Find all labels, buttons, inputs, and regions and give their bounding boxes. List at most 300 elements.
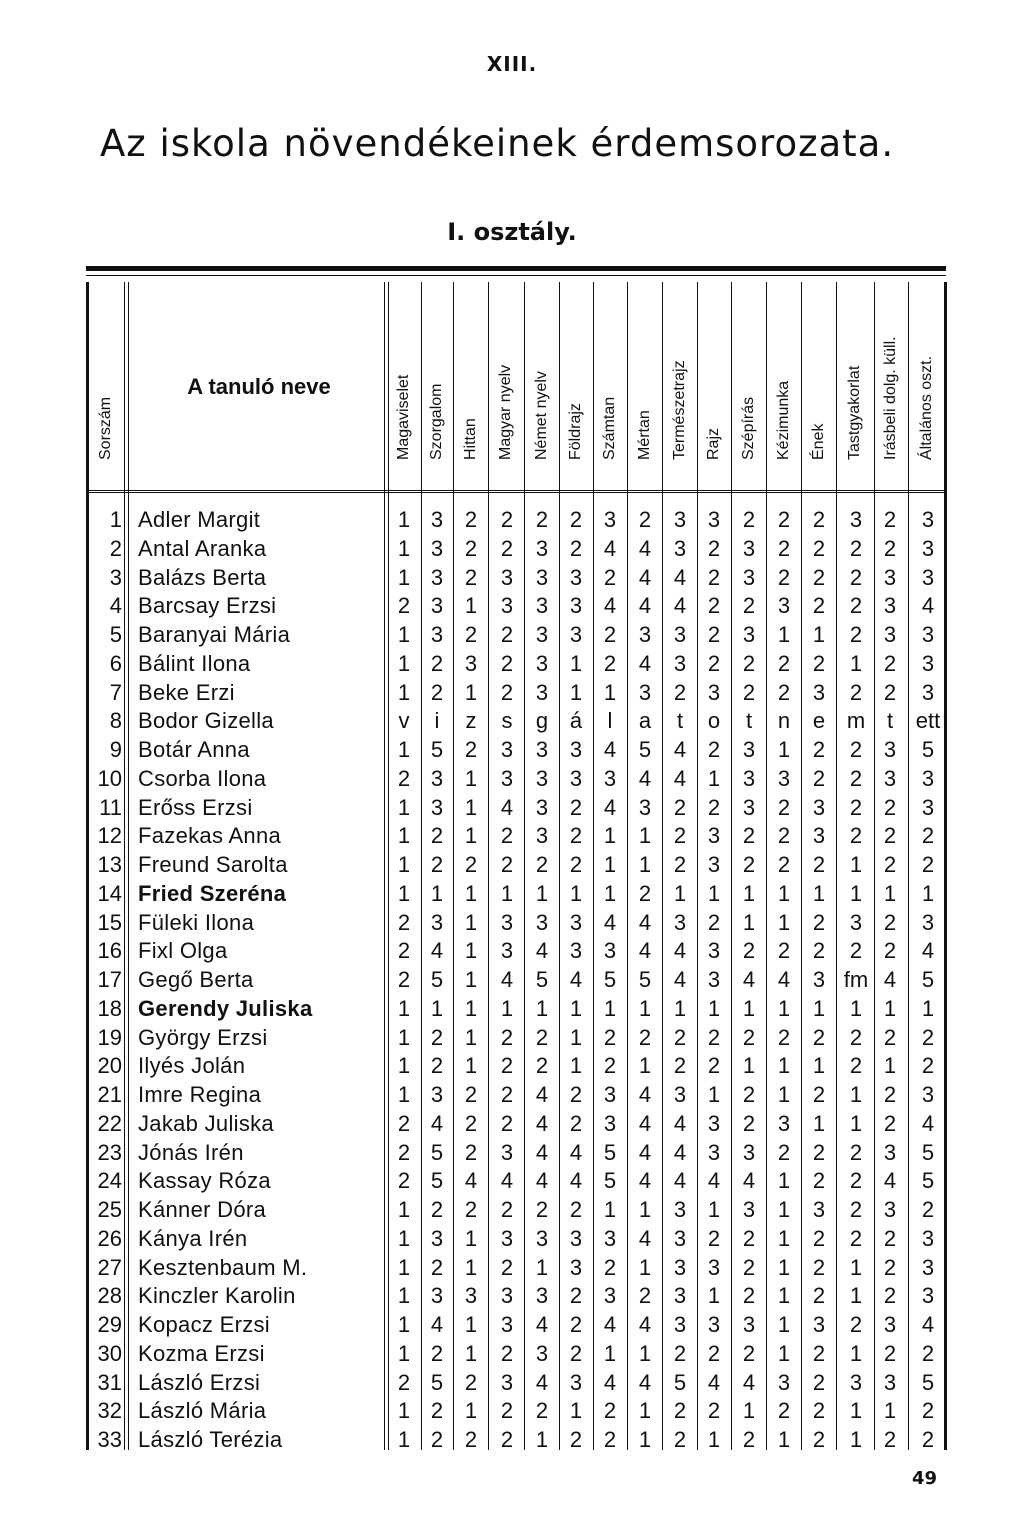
grade-cell: 4	[464, 1168, 478, 1194]
grade-cell: 4	[638, 938, 652, 964]
grade-cell: 2	[742, 1254, 756, 1280]
row-number: 32	[97, 1398, 122, 1424]
grade-cell: 3	[883, 737, 897, 762]
grade-cell: 3	[535, 564, 549, 590]
student-name: Erőss Erzsi	[138, 794, 253, 820]
grade-cell: 1	[638, 1427, 652, 1452]
header-subject	[662, 282, 697, 490]
grade-cell: 2	[430, 1427, 444, 1452]
grade-cell: 2	[812, 1369, 826, 1395]
grade-cell: 2	[777, 938, 791, 964]
grade-cell: 1	[464, 938, 478, 964]
grade-cell: 3	[707, 679, 721, 705]
grade-cell: 2	[883, 535, 897, 561]
grade-cell: 3	[812, 794, 826, 820]
student-name: László Erzsi	[138, 1369, 261, 1395]
grade-cell: 1	[921, 995, 935, 1021]
grade-cell: 1	[638, 995, 652, 1021]
table-row	[86, 1225, 946, 1254]
grade-cell: 3	[673, 650, 687, 676]
grade-cell: 2	[430, 1340, 444, 1366]
grade-cell: 3	[812, 1312, 826, 1337]
grade-cell: 4	[603, 593, 617, 619]
grade-cell: 1	[464, 1053, 478, 1079]
grade-cell: 2	[921, 852, 935, 877]
grade-cell: 1	[397, 737, 411, 762]
grade-cell: 3	[883, 1139, 897, 1165]
grade-cell: 3	[883, 564, 897, 590]
grade-cell: 1	[777, 1168, 791, 1194]
header-student-name	[132, 282, 386, 490]
grade-cell: 1	[500, 880, 514, 906]
grade-cell: 2	[638, 507, 652, 532]
grade-cell: 2	[707, 1340, 721, 1366]
grade-cell: 3	[430, 909, 444, 935]
grade-cell: 1	[849, 1427, 863, 1452]
grade-cell: 2	[500, 1053, 514, 1079]
grade-cell: 3	[673, 507, 687, 532]
row-number: 20	[97, 1053, 122, 1079]
grade-cell: 1	[500, 995, 514, 1021]
grade-cell: 1	[707, 1283, 721, 1309]
grade-cell: 2	[464, 622, 478, 647]
grade-cell: 1	[883, 995, 897, 1021]
grade-cell: 4	[603, 535, 617, 561]
grade-cell: 1	[603, 679, 617, 705]
table-row	[86, 851, 946, 880]
grade-cell: 2	[464, 852, 478, 877]
grade-cell: 2	[603, 1053, 617, 1079]
student-name: László Mária	[138, 1398, 267, 1424]
grade-cell: 3	[500, 1312, 514, 1337]
grade-cell: 2	[500, 1427, 514, 1452]
grade-cell: 1	[849, 880, 863, 906]
grade-cell: 1	[397, 622, 411, 647]
grade-cell: 2	[464, 564, 478, 590]
grade-cell: 1	[883, 880, 897, 906]
grade-cell: 3	[500, 593, 514, 619]
grade-cell: 3	[777, 593, 791, 619]
grade-cell: 1	[812, 1053, 826, 1079]
row-number: 16	[97, 938, 122, 964]
grade-cell: 2	[707, 737, 721, 762]
grade-cell: 4	[742, 967, 756, 992]
grade-cell: 3	[603, 938, 617, 964]
page-section-numeral: XIII.	[486, 52, 538, 76]
header-subject-label: Német nyelv	[532, 371, 550, 460]
row-number: 6	[109, 650, 122, 676]
grade-cell: 4	[638, 1082, 652, 1107]
grade-cell: 2	[812, 1340, 826, 1366]
table-row	[86, 1167, 946, 1196]
row-number: 15	[97, 909, 122, 935]
grade-cell: 3	[500, 765, 514, 791]
grade-cell: 3	[812, 679, 826, 705]
grade-cell: 2	[883, 852, 897, 877]
grade-cell: 2	[673, 1398, 687, 1424]
grade-cell: 1	[464, 1254, 478, 1280]
grade-cell: 2	[673, 852, 687, 877]
grade-cell: 2	[569, 1427, 583, 1452]
grade-cell: 1	[464, 1398, 478, 1424]
row-number: 13	[97, 852, 122, 877]
grade-cell: 5	[603, 1168, 617, 1194]
grade-cell: 2	[569, 1082, 583, 1107]
row-number: 22	[97, 1110, 122, 1136]
grade-cell: 3	[500, 1283, 514, 1309]
grade-cell: 4	[500, 967, 514, 992]
header-subject-label: Mértan	[635, 410, 653, 460]
grade-cell: 2	[430, 1024, 444, 1050]
grade-cell: 3	[673, 1283, 687, 1309]
grade-cell: 4	[603, 737, 617, 762]
table-row	[86, 1139, 946, 1168]
grade-cell: 1	[397, 1312, 411, 1337]
header-subject	[386, 282, 421, 490]
grade-cell: 2	[464, 535, 478, 561]
grade-cell: 4	[569, 967, 583, 992]
page-number: 49	[912, 1468, 938, 1489]
grade-cell: 2	[500, 823, 514, 849]
table-row	[86, 1340, 946, 1369]
grade-cell: 2	[673, 1024, 687, 1050]
grade-cell: 2	[603, 622, 617, 647]
grade-cell: 1	[638, 1197, 652, 1222]
grade-cell: 1	[397, 852, 411, 877]
grade-cell: 4	[707, 1168, 721, 1194]
grade-cell: 1	[569, 650, 583, 676]
grade-cell: 2	[883, 1283, 897, 1309]
grade-cell: 3	[849, 1369, 863, 1395]
grade-cell: 1	[464, 1340, 478, 1366]
header-subject	[766, 282, 801, 490]
grade-cell: 3	[603, 1110, 617, 1136]
grade-cell: 3	[569, 737, 583, 762]
grade-cell: 3	[707, 1139, 721, 1165]
grade-cell: 1	[812, 1110, 826, 1136]
grade-cell: 3	[569, 909, 583, 935]
grade-cell: 4	[603, 909, 617, 935]
grade-cell: 4	[673, 1110, 687, 1136]
grade-cell: 2	[500, 1024, 514, 1050]
grade-cell: 4	[638, 564, 652, 590]
table-row	[86, 1254, 946, 1283]
grade-cell: 2	[777, 794, 791, 820]
grade-cell: 2	[464, 1139, 478, 1165]
grade-cell: 4	[638, 1139, 652, 1165]
row-number: 11	[99, 794, 122, 820]
grade-cell: 3	[535, 1340, 549, 1366]
grade-cell: 3	[707, 1312, 721, 1337]
grade-cell: 4	[921, 1110, 935, 1136]
row-number: 23	[97, 1139, 122, 1165]
grade-cell: 3	[430, 1225, 444, 1251]
grade-cell: 2	[707, 1053, 721, 1079]
grade-cell: 2	[500, 650, 514, 676]
row-number: 25	[97, 1197, 122, 1222]
page-title: Az iskola növendékeinek érdemsorozata.	[100, 122, 895, 165]
table-row	[86, 966, 946, 995]
grade-cell: 2	[812, 1139, 826, 1165]
grade-cell: 2	[883, 1225, 897, 1251]
grade-cell: 2	[464, 1197, 478, 1222]
grade-cell: 1	[603, 1197, 617, 1222]
header-subject-label: Magyar nyelv	[497, 364, 514, 460]
grade-cell: 2	[883, 679, 897, 705]
grade-cell: 4	[430, 1312, 444, 1337]
grade-cell: 2	[707, 909, 721, 935]
grade-cell: 3	[921, 622, 935, 647]
grade-cell: 3	[464, 650, 478, 676]
grade-cell: 2	[500, 622, 514, 647]
grade-cell: 1	[638, 852, 652, 877]
student-name: Kánya Irén	[138, 1225, 248, 1251]
header-subject	[488, 282, 524, 490]
grade-cell: 1	[397, 1283, 411, 1309]
grade-cell: 1	[777, 622, 791, 647]
row-number: 26	[97, 1225, 122, 1251]
grade-cell: 2	[569, 1283, 583, 1309]
grade-cell: i	[434, 708, 440, 734]
grade-cell: 1	[397, 1225, 411, 1251]
grade-cell: 2	[707, 622, 721, 647]
grade-cell: 4	[535, 1369, 549, 1395]
header-subject-label: Magaviselet	[394, 374, 412, 460]
grade-cell: 5	[638, 737, 652, 762]
grade-cell: 2	[742, 1082, 756, 1107]
grade-cell: 1	[812, 995, 826, 1021]
grade-cell: 3	[535, 794, 549, 820]
table-header	[86, 282, 946, 493]
table-row	[86, 506, 946, 535]
row-number: 21	[97, 1082, 122, 1107]
grade-cell: 2	[812, 737, 826, 762]
grade-cell: 3	[535, 909, 549, 935]
grade-cell: 2	[812, 1082, 826, 1107]
grade-cell: 2	[921, 1398, 935, 1424]
grade-cell: 1	[707, 765, 721, 791]
grade-cell: 1	[397, 1398, 411, 1424]
grade-cell: 1	[603, 880, 617, 906]
grade-cell: 3	[535, 622, 549, 647]
grade-cell: 3	[430, 765, 444, 791]
grade-cell: 2	[603, 1254, 617, 1280]
grade-cell: 3	[430, 1082, 444, 1107]
grade-cell: 1	[464, 880, 478, 906]
student-name: György Erzsi	[138, 1024, 268, 1050]
grade-cell: 1	[464, 1024, 478, 1050]
header-subject-label: Természetrajz	[670, 360, 688, 460]
header-subject-label: Számtan	[601, 396, 618, 460]
grade-cell: 1	[397, 1197, 411, 1222]
grade-cell: 4	[603, 1369, 617, 1395]
table-row	[86, 1397, 946, 1426]
grade-cell: 2	[777, 852, 791, 877]
grade-cell: 3	[707, 852, 721, 877]
grade-cell: 5	[430, 1168, 444, 1194]
grade-cell: 1	[430, 880, 444, 906]
grade-cell: 3	[812, 967, 826, 992]
grade-cell: t	[676, 708, 684, 734]
grade-cell: 1	[638, 1254, 652, 1280]
grade-cell: 3	[921, 679, 935, 705]
grade-cell: 2	[397, 1369, 411, 1395]
grade-cell: 2	[638, 1283, 652, 1309]
grade-cell: 3	[777, 1110, 791, 1136]
grade-cell: 1	[707, 1427, 721, 1452]
header-subject	[731, 282, 766, 490]
grade-cell: 3	[742, 1197, 756, 1222]
grade-cell: 2	[883, 909, 897, 935]
grade-cell: 2	[535, 1053, 549, 1079]
grade-cell: 3	[673, 1312, 687, 1337]
student-name: Imre Regina	[138, 1082, 262, 1107]
grade-cell: 3	[500, 909, 514, 935]
grade-cell: 2	[921, 1340, 935, 1366]
grade-cell: 4	[535, 1168, 549, 1194]
student-name: Kesztenbaum M.	[138, 1254, 308, 1280]
grade-cell: 2	[777, 1139, 791, 1165]
grade-cell: 1	[569, 1398, 583, 1424]
grade-cell: 1	[849, 1110, 863, 1136]
grade-cell: 3	[673, 622, 687, 647]
student-name: Kopacz Erzsi	[138, 1312, 270, 1337]
grade-cell: z	[465, 708, 477, 734]
grade-cell: 4	[742, 1168, 756, 1194]
grade-cell: 3	[535, 679, 549, 705]
grade-cell: 4	[883, 1168, 897, 1194]
student-name: Ilyés Jolán	[138, 1053, 246, 1079]
grade-cell: 2	[849, 737, 863, 762]
grade-cell: 2	[707, 535, 721, 561]
grade-cell: 4	[921, 1312, 935, 1337]
grade-cell: 2	[397, 909, 411, 935]
grade-cell: 2	[707, 593, 721, 619]
table-row	[86, 679, 946, 708]
table-top-rule-thin	[86, 275, 946, 276]
table-row	[86, 1426, 946, 1455]
grade-cell: ett	[915, 708, 941, 734]
grade-cell: t	[745, 708, 753, 734]
grade-cell: 4	[430, 938, 444, 964]
grade-cell: v	[398, 708, 410, 734]
grade-cell: 1	[812, 880, 826, 906]
grade-cell: 2	[673, 794, 687, 820]
student-name: Freund Sarolta	[138, 852, 288, 877]
grade-cell: 2	[569, 507, 583, 532]
grade-cell: 4	[535, 1110, 549, 1136]
row-number: 17	[97, 967, 122, 992]
grade-cell: 2	[430, 823, 444, 849]
row-number: 30	[97, 1340, 122, 1366]
header-sorszam	[86, 282, 126, 490]
grade-cell: 3	[883, 593, 897, 619]
grade-cell: 2	[849, 622, 863, 647]
grade-cell: á	[569, 708, 583, 734]
table-row	[86, 707, 946, 736]
table-row	[86, 765, 946, 794]
grade-cell: 1	[921, 880, 935, 906]
grade-cell: 2	[569, 1312, 583, 1337]
grade-cell: 3	[849, 909, 863, 935]
grade-cell: 3	[673, 1082, 687, 1107]
grade-cell: 3	[430, 622, 444, 647]
grade-cell: 3	[500, 1369, 514, 1395]
grade-cell: 1	[535, 880, 549, 906]
grade-cell: 4	[603, 1312, 617, 1337]
grade-cell: 3	[921, 1225, 935, 1251]
row-number: 10	[97, 765, 122, 791]
grade-cell: 2	[742, 1110, 756, 1136]
grade-cell: 2	[673, 1427, 687, 1452]
grade-cell: 5	[430, 967, 444, 992]
grade-cell: 2	[569, 794, 583, 820]
grade-cell: 2	[500, 1254, 514, 1280]
grade-cell: 2	[812, 909, 826, 935]
grade-cell: 4	[535, 938, 549, 964]
grade-cell: 3	[742, 622, 756, 647]
grade-cell: 3	[673, 1225, 687, 1251]
grade-cell: 1	[464, 995, 478, 1021]
grade-cell: 1	[883, 1053, 897, 1079]
grade-cell: 1	[569, 1053, 583, 1079]
table-row	[86, 535, 946, 564]
grade-cell: 4	[638, 1225, 652, 1251]
grade-cell: 3	[603, 1225, 617, 1251]
grade-cell: 2	[742, 679, 756, 705]
grade-cell: 2	[742, 938, 756, 964]
grade-cell: 1	[603, 852, 617, 877]
row-number: 8	[109, 708, 122, 734]
grade-cell: 4	[921, 593, 935, 619]
student-name: Kánner Dóra	[138, 1197, 267, 1222]
grade-cell: o	[707, 708, 721, 734]
grade-cell: fm	[843, 967, 869, 992]
table-row	[86, 1369, 946, 1398]
grade-cell: 2	[500, 1197, 514, 1222]
grade-cell: 2	[464, 507, 478, 532]
header-subject-label: Hittan	[461, 418, 479, 460]
grade-cell: 2	[707, 564, 721, 590]
grade-cell: 2	[500, 679, 514, 705]
table-row	[86, 736, 946, 765]
grade-cell: 4	[777, 967, 791, 992]
grade-cell: 3	[535, 737, 549, 762]
grade-cell: 1	[397, 1427, 411, 1452]
grade-cell: 2	[569, 1340, 583, 1366]
student-name: Jónás Irén	[138, 1139, 244, 1165]
grade-cell: 1	[397, 995, 411, 1021]
grade-cell: 2	[812, 1398, 826, 1424]
grade-cell: 2	[500, 852, 514, 877]
table-row	[86, 909, 946, 938]
grade-cell: 2	[673, 1340, 687, 1366]
grade-cell: 4	[673, 967, 687, 992]
grade-cell: 2	[500, 1398, 514, 1424]
grade-cell: 2	[849, 1168, 863, 1194]
row-number: 9	[109, 737, 122, 762]
grade-cell: 5	[673, 1369, 687, 1395]
row-number: 2	[109, 535, 122, 561]
grade-cell: 1	[397, 1053, 411, 1079]
grade-cell: 3	[883, 765, 897, 791]
grade-cell: 1	[397, 1340, 411, 1366]
grade-cell: 2	[883, 794, 897, 820]
grade-cell: 4	[535, 1312, 549, 1337]
grade-cell: 4	[673, 1168, 687, 1194]
grade-cell: 3	[535, 1283, 549, 1309]
grade-cell: 2	[742, 650, 756, 676]
